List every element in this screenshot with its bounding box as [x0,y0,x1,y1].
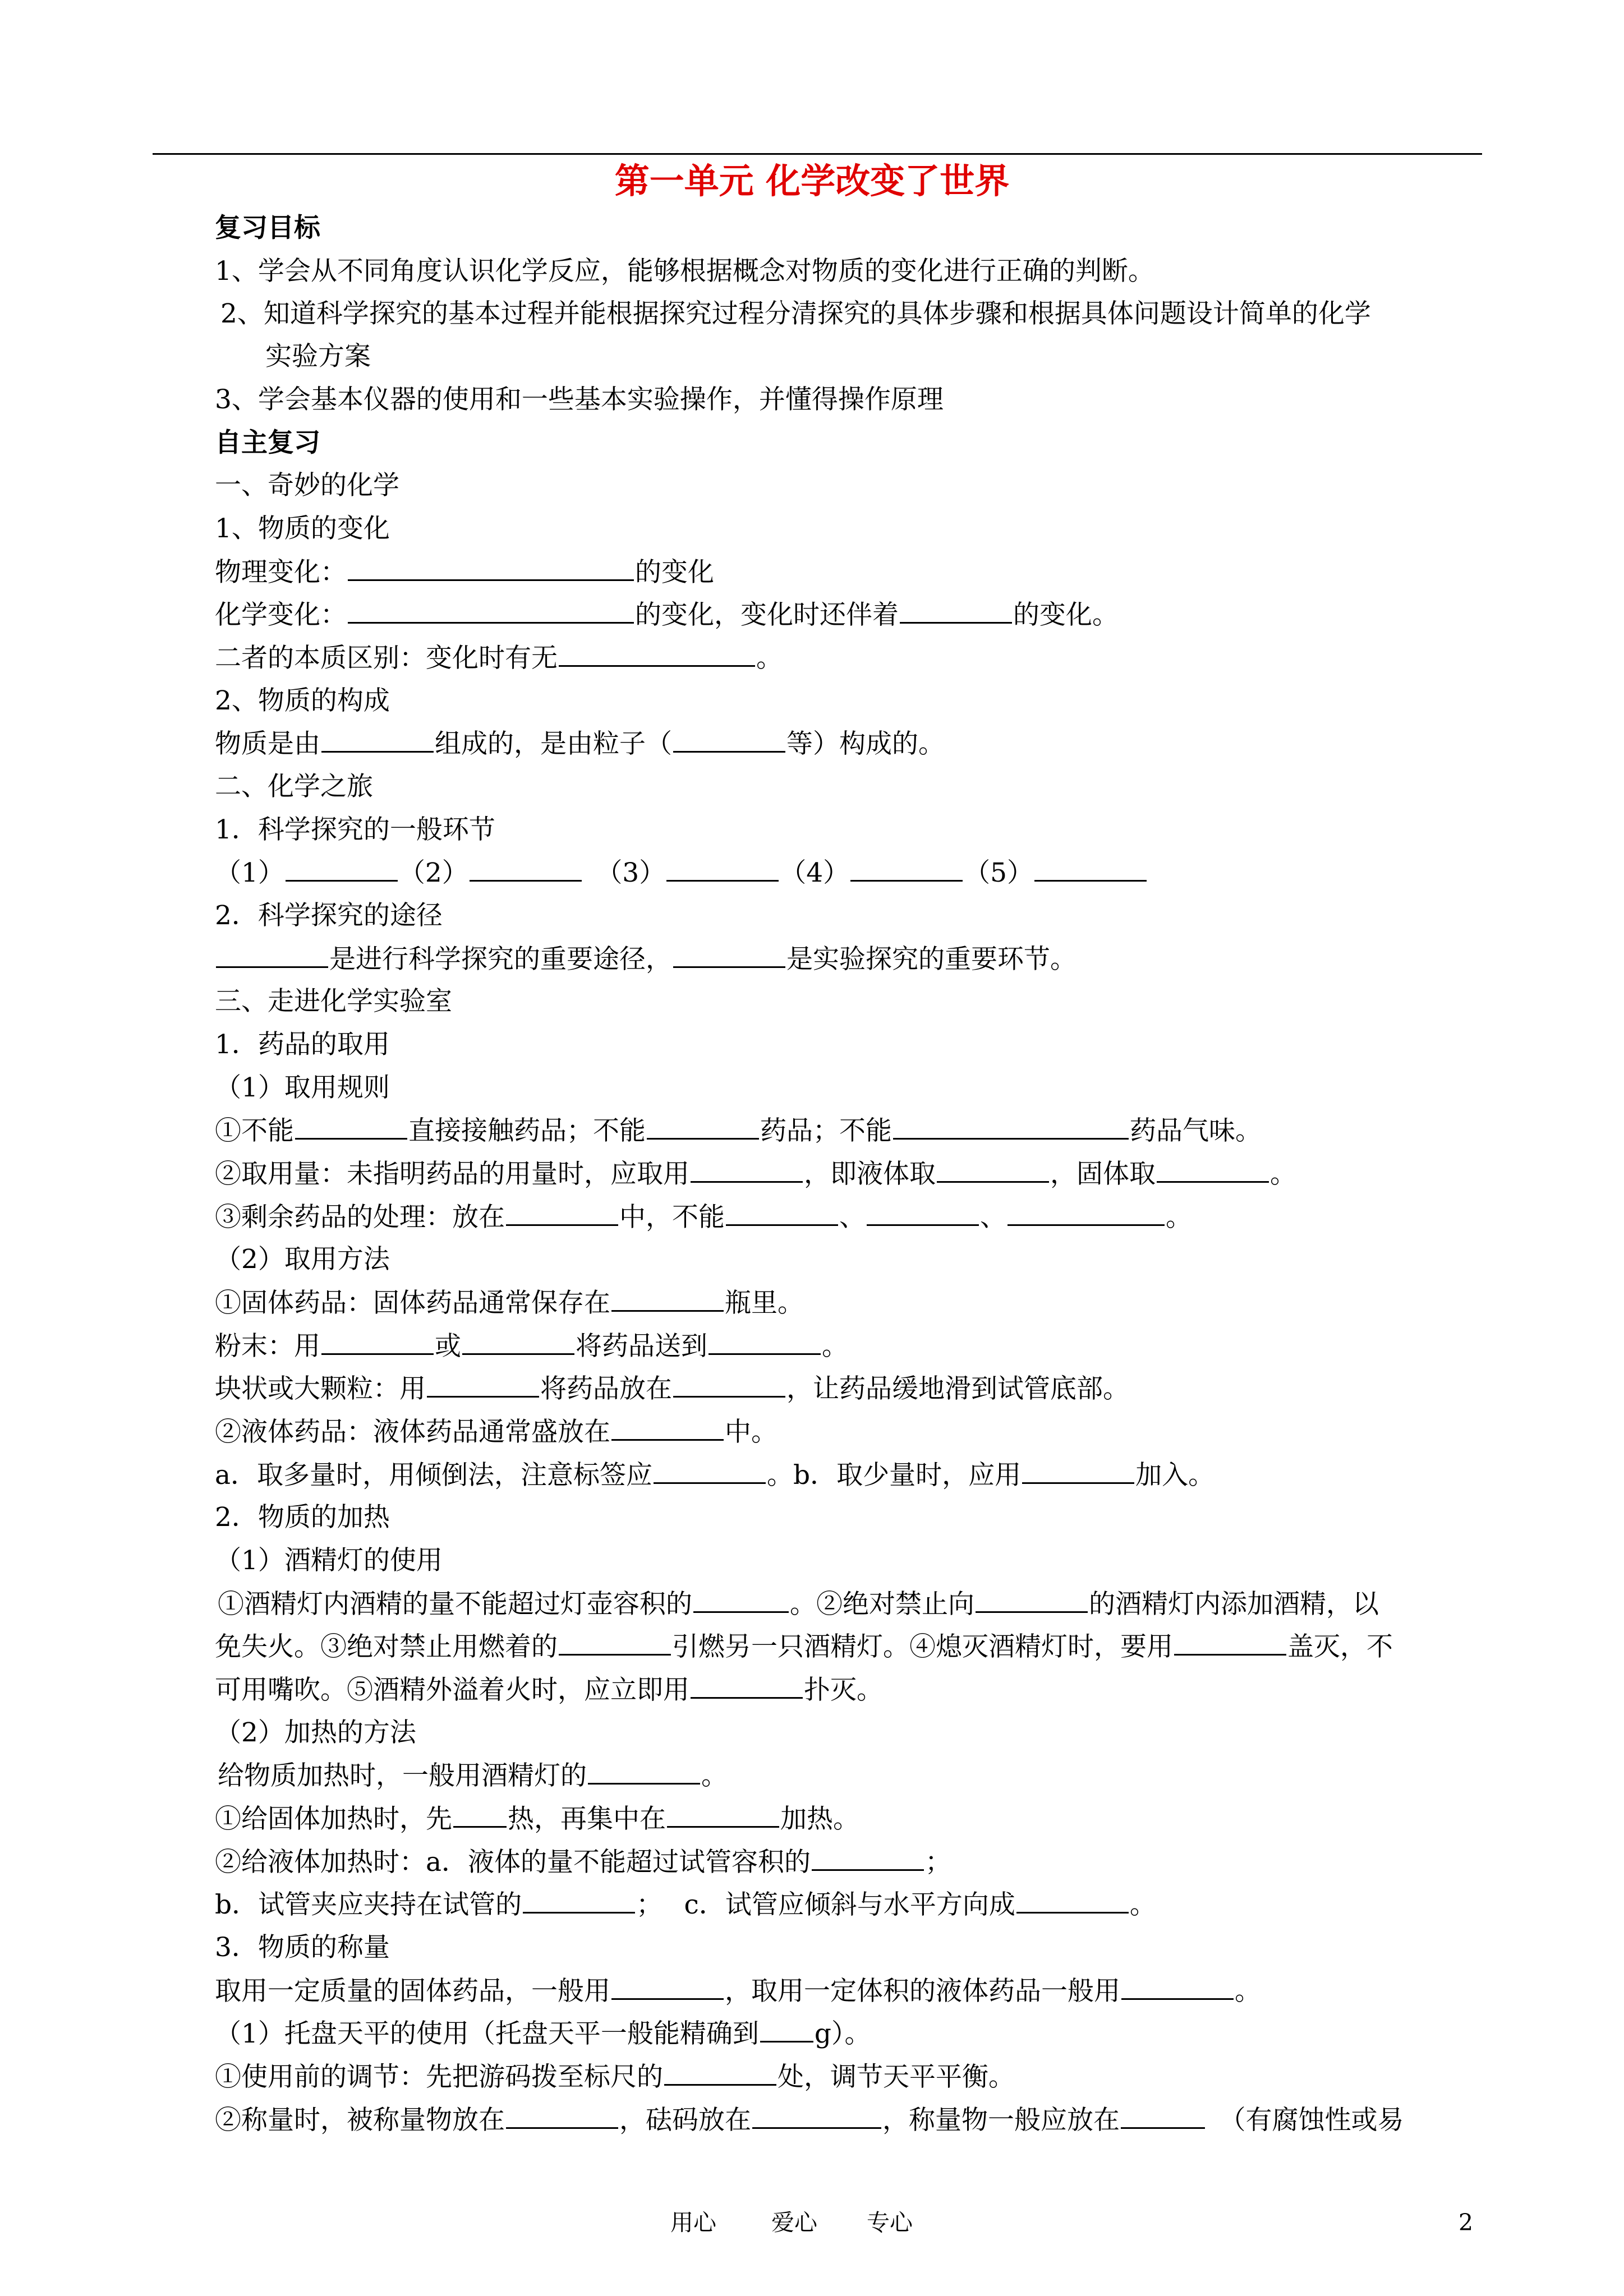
footer-motto-3: 专心 [867,2209,913,2236]
fill-blank[interactable] [691,1155,803,1183]
line-method-3: 块状或大颗粒：用 将药品放在 ，让药品缓地滑到试管底部。 [215,1370,1129,1408]
fill-blank[interactable] [664,2058,776,2086]
fill-blank[interactable] [348,596,634,624]
line-essential-difference: 二者的本质区别：变化时有无 。 [215,639,783,677]
line-method-1: ①固体药品：固体药品通常保存在 瓶里。 [215,1284,804,1322]
heading-alcohol-lamp: （1）酒精灯的使用 [215,1545,443,1576]
fill-blank[interactable] [667,1800,779,1828]
line-heat-2: ①给固体加热时，先 热，再集中在 加热。 [215,1800,859,1838]
fill-blank[interactable] [462,1327,574,1355]
fill-blank[interactable] [760,2015,813,2043]
line-inquiry-steps: （1） （2） （3） （4） （5） [215,854,1148,892]
fill-blank[interactable] [559,639,755,667]
heading-taking-rules: （1）取用规则 [215,1072,390,1103]
line-lamp-1: ①酒精灯内酒精的量不能超过灯壶容积的 。②绝对禁止向 的酒精灯内添加酒精，以 [218,1585,1379,1623]
subsection-2-1: 1．科学探究的一般环节 [215,814,495,845]
subsection-3-3: 3．物质的称量 [215,1932,390,1963]
fill-blank[interactable] [654,1456,766,1484]
fill-blank[interactable] [693,1585,789,1613]
page-number: 2 [1459,2209,1474,2236]
fill-blank[interactable] [611,1413,724,1441]
fill-blank[interactable] [1016,1886,1129,1914]
fill-blank[interactable] [673,940,785,968]
heading-goals: 复习目标 [215,213,320,243]
fill-blank[interactable] [666,854,779,882]
goal-2-cont: 实验方案 [265,341,371,372]
line-method-2: 粉末：用 或 将药品送到 。 [215,1327,848,1365]
line-weigh-3: ①使用前的调节：先把游码拨至标尺的 处，调节天平平衡。 [215,2058,1015,2096]
fill-blank[interactable] [850,854,963,882]
fill-blank[interactable] [348,554,634,581]
subsection-1-1: 1、物质的变化 [215,513,390,544]
fill-blank[interactable] [1034,854,1147,882]
fill-blank[interactable] [976,1585,1088,1613]
line-weigh-2: （1）托盘天平的使用（托盘天平一般能精确到 g）。 [215,2015,871,2053]
fill-blank[interactable] [216,940,328,968]
subsection-2-2: 2．科学探究的途径 [215,900,443,931]
fill-blank[interactable] [867,1198,979,1226]
fill-blank[interactable] [1121,1972,1234,2000]
fill-blank[interactable] [647,1112,759,1140]
fill-blank[interactable] [295,1112,407,1140]
section-2: 二、化学之旅 [215,771,373,802]
line-heat-1: 给物质加热时，一般用酒精灯的 。 [218,1757,728,1795]
fill-blank[interactable] [1007,1198,1165,1226]
line-lamp-2: 免失火。③绝对禁止用燃着的 引燃另一只酒精灯。④熄灭酒精灯时，要用 盖灭，不 [215,1628,1393,1666]
fill-blank[interactable] [752,2101,881,2129]
page-title: 第一单元 化学改变了世界 [614,160,1010,201]
fill-blank[interactable] [523,1886,635,1914]
goal-2: 2、知道科学探究的基本过程并能根据探究过程分清探究的具体步骤和根据具体问题设计简单的化学 [220,298,1371,329]
subsection-3-1: 1．药品的取用 [215,1029,390,1060]
header-rule [153,153,1482,155]
fill-blank[interactable] [321,725,434,753]
fill-blank[interactable] [506,1198,618,1226]
line-heat-3: ②给液体加热时：a．液体的量不能超过试管容积的 ； [215,1843,951,1881]
fill-blank[interactable] [673,1370,785,1398]
subsection-1-2: 2、物质的构成 [215,685,390,716]
fill-blank[interactable] [453,1800,507,1828]
line-weigh-4: ②称量时，被称量物放在 ，砝码放在 ，称量物一般应放在 （有腐蚀性或易 [215,2101,1404,2139]
line-inquiry-way: 是进行科学探究的重要途径， 是实验探究的重要环节。 [215,940,1076,978]
fill-blank[interactable] [1022,1456,1134,1484]
fill-blank[interactable] [673,725,785,753]
fill-blank[interactable] [1174,1628,1286,1656]
section-3: 三、走进化学实验室 [215,986,452,1017]
fill-blank[interactable] [286,854,398,882]
fill-blank[interactable] [709,1327,821,1355]
fill-blank[interactable] [611,1284,724,1312]
line-rule-2: ②取用量：未指明药品的用量时，应取用 ，即液体取 ，固体取 。 [215,1155,1296,1193]
heading-self-review: 自主复习 [215,427,320,458]
fill-blank[interactable] [559,1628,671,1656]
fill-blank[interactable] [900,596,1012,624]
fill-blank[interactable] [321,1327,434,1355]
subsection-3-2: 2．物质的加热 [215,1502,390,1533]
fill-blank[interactable] [1121,2101,1205,2129]
line-method-5: a．取多量时，用倾倒法，注意标签应 。b．取少量时，应用 加入。 [215,1456,1214,1494]
fill-blank[interactable] [812,1843,924,1871]
line-lamp-3: 可用嘴吹。⑤酒精外溢着火时，应立即用 扑灭。 [215,1671,883,1709]
line-weigh-1: 取用一定质量的固体药品，一般用 ，取用一定体积的液体药品一般用 。 [215,1972,1261,2010]
fill-blank[interactable] [611,1972,724,2000]
fill-blank[interactable] [470,854,582,882]
fill-blank[interactable] [588,1757,700,1785]
fill-blank[interactable] [1157,1155,1269,1183]
line-rule-1: ①不能 直接接触药品；不能 药品；不能 药品气味。 [215,1112,1262,1150]
line-heat-4: b．试管夹应夹持在试管的 ； c．试管应倾斜与水平方向成 。 [215,1886,1156,1924]
fill-blank[interactable] [726,1198,838,1226]
fill-blank[interactable] [691,1671,803,1699]
line-method-4: ②液体药品：液体药品通常盛放在 中。 [215,1413,778,1451]
line-composition: 物质是由 组成的，是由粒子（ 等）构成的。 [215,725,945,763]
fill-blank[interactable] [937,1155,1049,1183]
fill-blank[interactable] [506,2101,618,2129]
line-physical-change: 物理变化： 的变化 [215,554,714,591]
line-chemical-change: 化学变化： 的变化，变化时还伴着 的变化。 [215,596,1119,634]
goal-1: 1、学会从不同角度认识化学反应，能够根据概念对物质的变化进行正确的判断。 [215,256,1154,287]
heading-heating-methods: （2）加热的方法 [215,1717,416,1748]
heading-taking-methods: （2）取用方法 [215,1244,390,1275]
line-rule-3: ③剩余药品的处理：放在 中，不能 、 、 。 [215,1198,1192,1236]
section-1: 一、奇妙的化学 [215,470,399,501]
footer-motto-2: 爱心 [771,2209,817,2236]
fill-blank[interactable] [893,1112,1129,1140]
fill-blank[interactable] [427,1370,539,1398]
goal-3: 3、学会基本仪器的使用和一些基本实验操作，并懂得操作原理 [215,384,944,415]
footer-motto-1: 用心 [670,2209,716,2236]
